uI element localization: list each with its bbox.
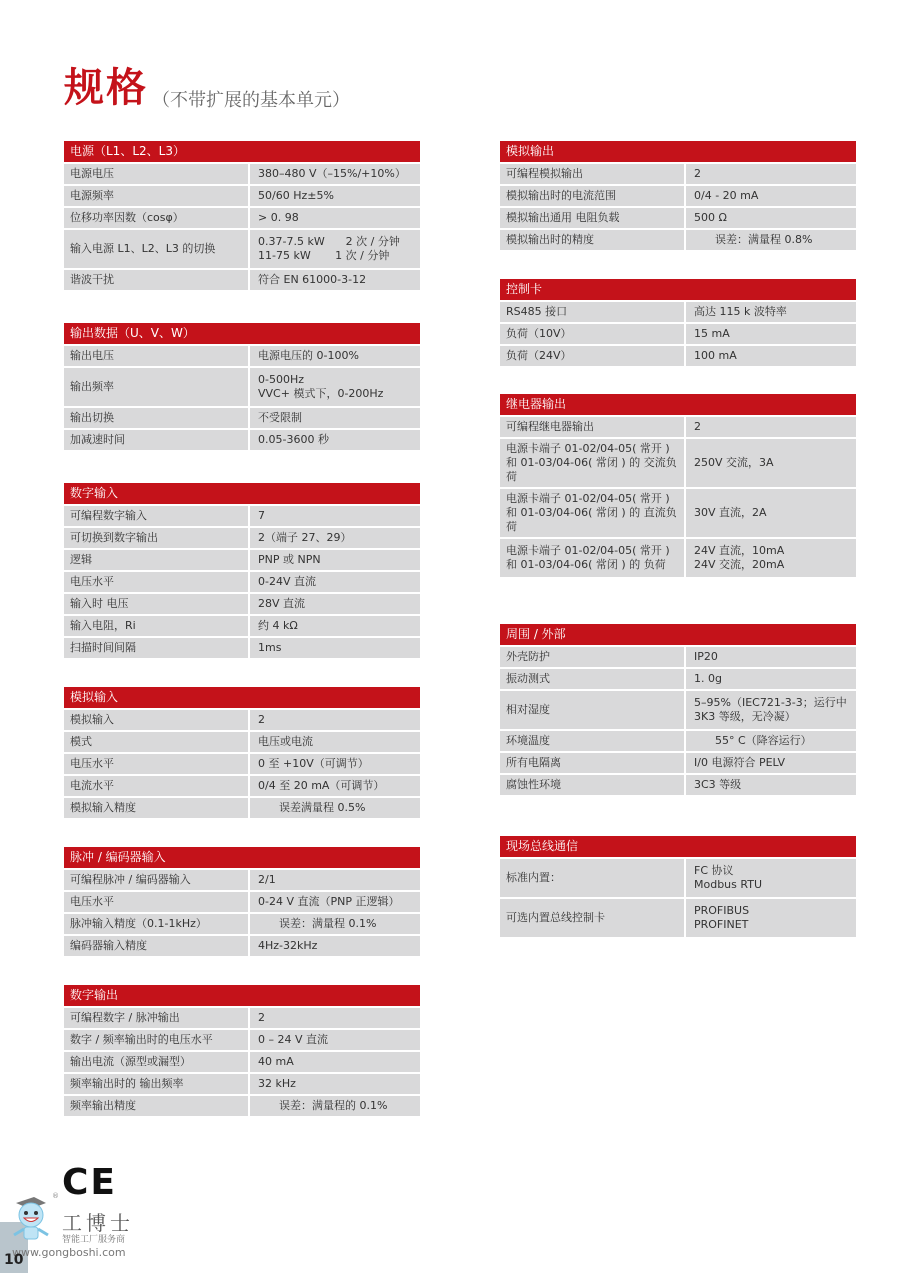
spec-value	[250, 616, 420, 636]
spec-value-line: 符合 EN 61000-3-12	[258, 273, 367, 286]
spec-value	[686, 753, 856, 773]
spec-value	[250, 430, 420, 450]
spec-row	[64, 914, 420, 934]
spec-value-line: PROFIBUS	[694, 904, 750, 917]
spec-label: 编码器输入精度	[64, 936, 250, 956]
spec-value-line: 0.37-7.5 kW 2 次 / 分钟	[258, 235, 400, 248]
spec-value	[686, 775, 856, 795]
spec-value-line: 误差满量程 0.5%	[258, 801, 366, 814]
spec-row	[64, 1052, 420, 1072]
spec-value	[686, 691, 856, 729]
spec-label: 电源卡端子 01-02/04-05( 常开 ) 和 01-03/04-06( 常闭 ) 的 直流负荷	[500, 489, 686, 537]
spec-value-line: 约 4 kΩ	[258, 619, 298, 632]
spec-value-line: 250V 交流，3A	[694, 456, 774, 469]
spec-value-line: 2（端子 27、29）	[258, 531, 352, 544]
spec-row	[64, 936, 420, 956]
spec-value-line: 0.05-3600 秒	[258, 433, 329, 446]
spec-row	[64, 1074, 420, 1094]
spec-value-line: 3K3 等级，无冷凝）	[694, 710, 796, 723]
spec-value	[250, 1008, 420, 1028]
spec-value-line: 5–95%（IEC721-3-3；运行中	[694, 696, 847, 709]
spec-value-line: > 0. 98	[258, 211, 299, 224]
spec-value	[250, 270, 420, 290]
spec-label: 输出电压	[64, 346, 250, 366]
spec-value	[686, 489, 856, 537]
spec-label: 电源电压	[64, 164, 250, 184]
spec-label: 频率输出精度	[64, 1096, 250, 1116]
spec-section	[500, 141, 856, 252]
spec-value	[250, 346, 420, 366]
spec-value-line: 32 kHz	[258, 1077, 296, 1090]
section-header: 继电器输出	[500, 394, 856, 415]
spec-label: 腐蚀性环境	[500, 775, 686, 795]
spec-value	[250, 798, 420, 818]
spec-value-line: 0-24V 直流	[258, 575, 316, 588]
spec-label: RS485 接口	[500, 302, 686, 322]
spec-label: 扫描时间间隔	[64, 638, 250, 658]
spec-label: 频率输出时的 输出频率	[64, 1074, 250, 1094]
spec-value	[250, 776, 420, 796]
section-header: 周围 / 外部	[500, 624, 856, 645]
spec-value	[250, 230, 420, 268]
spec-row	[64, 346, 420, 366]
section-header: 数字输入	[64, 483, 420, 504]
spec-row	[64, 230, 420, 268]
spec-row	[500, 489, 856, 537]
section-header: 数字输出	[64, 985, 420, 1006]
spec-value-line: 电源电压的 0-100%	[258, 349, 359, 362]
spec-label: 模拟输出时的精度	[500, 230, 686, 250]
spec-value	[250, 710, 420, 730]
spec-value-line: 误差：满量程 0.1%	[258, 917, 377, 930]
spec-label: 模式	[64, 732, 250, 752]
spec-row	[64, 892, 420, 912]
spec-value	[250, 638, 420, 658]
spec-value	[686, 324, 856, 344]
spec-label: 模拟输出时的电流范围	[500, 186, 686, 206]
spec-section	[64, 847, 420, 958]
spec-value-line: 0/4 至 20 mA（可调节）	[258, 779, 385, 792]
spec-label: 外壳防护	[500, 647, 686, 667]
section-header: 现场总线通信	[500, 836, 856, 857]
spec-value	[250, 1096, 420, 1116]
spec-row	[64, 1008, 420, 1028]
spec-label: 输出频率	[64, 368, 250, 406]
spec-label: 相对湿度	[500, 691, 686, 729]
spec-value	[686, 859, 856, 897]
registered-mark: ®	[52, 1192, 59, 1200]
spec-label: 脉冲输入精度（0.1-1kHz）	[64, 914, 250, 934]
spec-row	[500, 208, 856, 228]
spec-value	[250, 594, 420, 614]
spec-row	[64, 430, 420, 450]
spec-label: 电流水平	[64, 776, 250, 796]
spec-value	[686, 899, 856, 937]
spec-value	[250, 208, 420, 228]
spec-label: 可编程数字 / 脉冲输出	[64, 1008, 250, 1028]
spec-value-line: I/0 电源符合 PELV	[694, 756, 785, 769]
spec-label: 模拟输出通用 电阻负载	[500, 208, 686, 228]
spec-value	[250, 408, 420, 428]
spec-value-line: 100 mA	[694, 349, 737, 362]
spec-row	[500, 346, 856, 366]
spec-value-line: 误差：满量程 0.8%	[694, 233, 813, 246]
mascot-logo-icon	[10, 1195, 52, 1243]
spec-row	[64, 1030, 420, 1050]
spec-label: 逻辑	[64, 550, 250, 570]
spec-value-line: 电压或电流	[258, 735, 313, 748]
section-header: 电源（L1、L2、L3）	[64, 141, 420, 162]
spec-label: 加减速时间	[64, 430, 250, 450]
page-number: 10	[4, 1252, 24, 1268]
spec-label: 可选内置总线控制卡	[500, 899, 686, 937]
spec-value	[250, 914, 420, 934]
spec-section	[64, 985, 420, 1118]
spec-value-line: 24V 直流，10mA	[694, 544, 785, 557]
spec-value-line: 2/1	[258, 873, 276, 886]
spec-value-line: 11-75 kW 1 次 / 分钟	[258, 249, 390, 262]
spec-row	[64, 408, 420, 428]
spec-value	[686, 439, 856, 487]
spec-row	[500, 439, 856, 487]
spec-label: 电压水平	[64, 754, 250, 774]
spec-value-line: IP20	[694, 650, 718, 663]
spec-label: 负荷（24V）	[500, 346, 686, 366]
spec-label: 模拟输入	[64, 710, 250, 730]
spec-row	[500, 417, 856, 437]
spec-row	[500, 230, 856, 250]
spec-row	[64, 506, 420, 526]
section-header: 控制卡	[500, 279, 856, 300]
spec-label: 环境温度	[500, 731, 686, 751]
spec-value-line: 2	[694, 420, 701, 433]
spec-row	[64, 870, 420, 890]
spec-value-line: 28V 直流	[258, 597, 306, 610]
spec-label: 输出电流（源型或漏型）	[64, 1052, 250, 1072]
spec-row	[500, 539, 856, 577]
spec-row	[64, 164, 420, 184]
spec-value-line: 30V 直流，2A	[694, 506, 767, 519]
spec-value-line: 3C3 等级	[694, 778, 742, 791]
spec-section	[500, 624, 856, 797]
spec-value	[250, 754, 420, 774]
spec-row	[64, 798, 420, 818]
spec-value	[686, 647, 856, 667]
spec-value-line: FC 协议	[694, 864, 734, 877]
spec-value	[686, 186, 856, 206]
spec-value	[686, 302, 856, 322]
spec-value	[250, 1030, 420, 1050]
spec-value-line: 不受限制	[258, 411, 302, 424]
section-header: 模拟输出	[500, 141, 856, 162]
section-header: 脉冲 / 编码器输入	[64, 847, 420, 868]
spec-label: 输入时 电压	[64, 594, 250, 614]
spec-row	[500, 691, 856, 729]
spec-value-line: 7	[258, 509, 265, 522]
spec-value-line: 2	[258, 713, 265, 726]
spec-row	[500, 647, 856, 667]
spec-value-line: 2	[694, 167, 701, 180]
spec-label: 所有电隔离	[500, 753, 686, 773]
spec-label: 数字 / 频率输出时的电压水平	[64, 1030, 250, 1050]
spec-row	[500, 775, 856, 795]
spec-row	[500, 731, 856, 751]
spec-row	[64, 550, 420, 570]
spec-value	[686, 208, 856, 228]
spec-value-line: 0 – 24 V 直流	[258, 1033, 329, 1046]
spec-value-line: 0-24 V 直流（PNP 正逻辑）	[258, 895, 400, 908]
spec-label: 电压水平	[64, 892, 250, 912]
spec-value-line: PNP 或 NPN	[258, 553, 321, 566]
spec-value	[250, 870, 420, 890]
spec-label: 模拟输入精度	[64, 798, 250, 818]
spec-value	[686, 539, 856, 577]
spec-value	[686, 731, 856, 751]
spec-row	[64, 732, 420, 752]
spec-label: 电源卡端子 01-02/04-05( 常开 ) 和 01-03/04-06( 常闭 ) 的 交流负荷	[500, 439, 686, 487]
spec-row	[500, 324, 856, 344]
spec-label: 电源频率	[64, 186, 250, 206]
spec-label: 谐波干扰	[64, 270, 250, 290]
spec-value-line: 500 Ω	[694, 211, 727, 224]
spec-row	[64, 528, 420, 548]
spec-value-line: VVC+ 模式下，0-200Hz	[258, 387, 384, 400]
spec-label: 输入电阻，Ri	[64, 616, 250, 636]
spec-row	[64, 616, 420, 636]
spec-label: 标准内置：	[500, 859, 686, 897]
spec-value-line: 1. 0g	[694, 672, 722, 685]
spec-value	[250, 164, 420, 184]
spec-row	[500, 186, 856, 206]
spec-value-line: 4Hz-32kHz	[258, 939, 318, 952]
spec-label: 可编程继电器输出	[500, 417, 686, 437]
spec-value	[250, 528, 420, 548]
spec-value-line: 0/4 - 20 mA	[694, 189, 759, 202]
spec-value	[250, 1052, 420, 1072]
spec-value	[250, 732, 420, 752]
spec-label: 电压水平	[64, 572, 250, 592]
spec-label: 振动测式	[500, 669, 686, 689]
spec-row	[64, 776, 420, 796]
spec-value-line: 误差：满量程的 0.1%	[258, 1099, 388, 1112]
spec-row	[64, 754, 420, 774]
spec-value-line: Modbus RTU	[694, 878, 762, 891]
spec-section	[64, 687, 420, 820]
spec-label: 可编程脉冲 / 编码器输入	[64, 870, 250, 890]
spec-value	[250, 572, 420, 592]
logo-url: www.gongboshi.com	[12, 1246, 126, 1259]
spec-row	[64, 270, 420, 290]
spec-label: 输出切换	[64, 408, 250, 428]
spec-value-line: 15 mA	[694, 327, 730, 340]
spec-label: 负荷（10V）	[500, 324, 686, 344]
spec-section	[500, 394, 856, 579]
spec-value	[686, 417, 856, 437]
spec-value-line: 2	[258, 1011, 265, 1024]
spec-label: 位移功率因数（cosφ）	[64, 208, 250, 228]
spec-label: 可切换到数字输出	[64, 528, 250, 548]
spec-value-line: 50/60 Hz±5%	[258, 189, 334, 202]
spec-row	[64, 710, 420, 730]
spec-row	[64, 572, 420, 592]
spec-row	[500, 302, 856, 322]
spec-value	[250, 506, 420, 526]
spec-row	[500, 899, 856, 937]
logo-tagline: 智能工厂服务商	[62, 1235, 126, 1245]
spec-value	[686, 346, 856, 366]
spec-value-line: 40 mA	[258, 1055, 294, 1068]
spec-row	[64, 1096, 420, 1116]
section-header: 模拟输入	[64, 687, 420, 708]
spec-row	[500, 669, 856, 689]
section-header: 输出数据（U、V、W）	[64, 323, 420, 344]
spec-section	[64, 141, 420, 292]
ce-mark: CE	[62, 1162, 118, 1203]
spec-label: 电源卡端子 01-02/04-05( 常开 ) 和 01-03/04-06( 常闭 ) 的 负荷	[500, 539, 686, 577]
spec-value-line: 380–480 V（–15%/+10%）	[258, 167, 406, 180]
logo-name: 工博士	[62, 1211, 134, 1235]
spec-value	[250, 936, 420, 956]
spec-section	[500, 836, 856, 939]
spec-value-line: 55° C（降容运行）	[694, 734, 812, 747]
spec-value	[686, 669, 856, 689]
spec-value-line: 0-500Hz	[258, 373, 305, 386]
spec-value	[686, 230, 856, 250]
spec-row	[64, 368, 420, 406]
spec-value	[250, 550, 420, 570]
spec-section	[500, 279, 856, 368]
page-subtitle: （不带扩展的基本单元）	[152, 90, 350, 111]
spec-value	[250, 892, 420, 912]
spec-section	[64, 483, 420, 660]
spec-value	[686, 164, 856, 184]
spec-row	[64, 638, 420, 658]
spec-row	[64, 208, 420, 228]
spec-label: 输入电源 L1、L2、L3 的切换	[64, 230, 250, 268]
spec-row	[500, 164, 856, 184]
spec-value-line: 高达 115 k 波特率	[694, 305, 787, 318]
spec-value-line: 24V 交流，20mA	[694, 558, 785, 571]
spec-label: 可编程数字输入	[64, 506, 250, 526]
spec-row	[500, 859, 856, 897]
spec-value	[250, 186, 420, 206]
spec-row	[64, 186, 420, 206]
spec-value-line: 0 至 +10V（可调节）	[258, 757, 369, 770]
spec-section	[64, 323, 420, 452]
page-title: 规格	[64, 65, 148, 111]
spec-value	[250, 368, 420, 406]
spec-value-line: 1ms	[258, 641, 282, 654]
spec-label: 可编程模拟输出	[500, 164, 686, 184]
spec-row	[64, 594, 420, 614]
spec-value	[250, 1074, 420, 1094]
spec-row	[500, 753, 856, 773]
spec-value-line: PROFINET	[694, 918, 749, 931]
